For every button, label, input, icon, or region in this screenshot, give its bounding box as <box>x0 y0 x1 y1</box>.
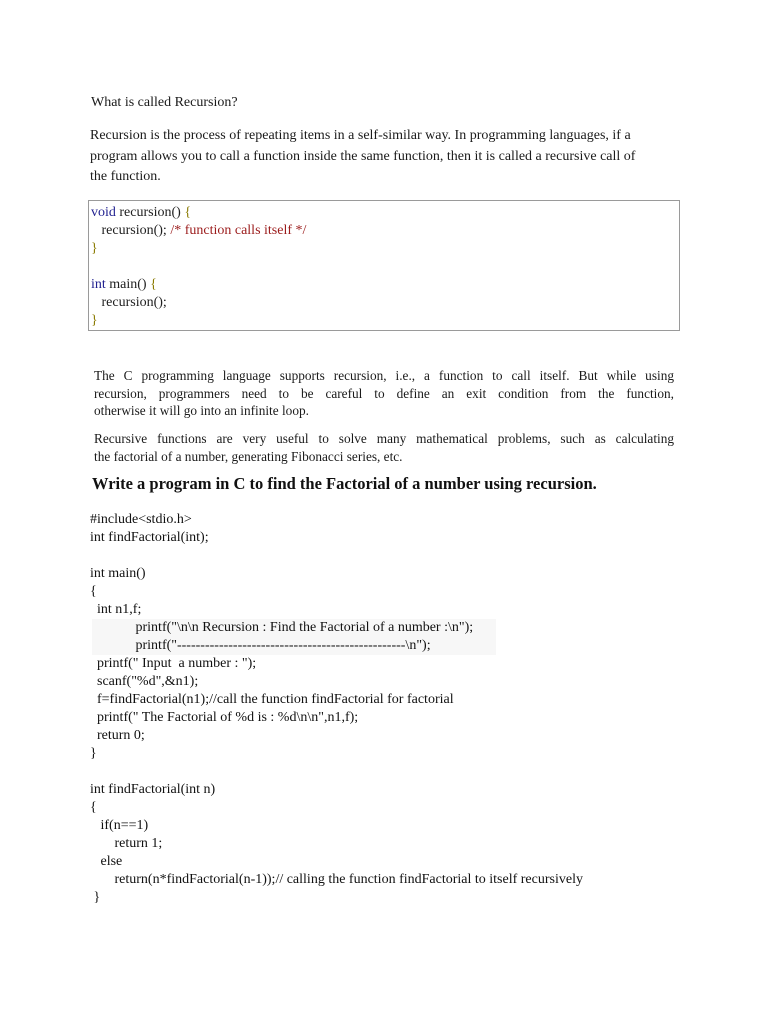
intro-line: the function. <box>90 169 161 184</box>
program-line: else <box>90 854 123 869</box>
code-line <box>91 294 167 312</box>
code-line <box>91 276 157 294</box>
recursion-support-paragraph <box>94 367 674 420</box>
code-brace: { <box>184 205 192 220</box>
question-heading: What is called Recursion? <box>91 95 238 110</box>
sample-code-box <box>88 200 680 331</box>
intro-paragraph <box>90 126 684 188</box>
paragraph-line: The C programming language supports recursion, i.e., a function to call itself. But while using <box>94 368 674 383</box>
code-brace: } <box>91 313 98 328</box>
paragraph-line: otherwise it will go into an infinite loop. <box>94 403 309 418</box>
intro-line: program allows you to call a function inside the same function, then it is called a recursive call of <box>90 148 636 164</box>
program-line: if(n==1) <box>90 818 149 833</box>
program-line: printf(" Input a number : "); <box>90 656 257 671</box>
code-line <box>91 312 98 330</box>
program-line: return 0; <box>90 728 145 743</box>
code-keyword: int <box>91 277 106 292</box>
program-line: scanf("%d",&n1); <box>90 674 199 689</box>
program-line: { <box>90 584 97 599</box>
code-brace: { <box>150 277 157 292</box>
paragraph-line: the factorial of a number, generating Fibonacci series, etc. <box>94 448 403 464</box>
code-text: recursion(); <box>91 223 171 238</box>
code-text: recursion(); <box>91 295 167 310</box>
intro-line: Recursion is the process of repeating items in a self-similar way. In programming languages, if a <box>90 128 631 143</box>
program-line: { <box>90 800 97 815</box>
program-line: } <box>90 746 97 761</box>
code-brace: } <box>91 241 98 256</box>
program-line: printf("-------------------------------------------------\n"); <box>90 638 431 653</box>
program-line: return(n*findFactorial(n-1));// calling the function findFactorial to itself recursively <box>90 872 583 887</box>
code-text: main() <box>105 277 151 292</box>
code-comment: /* function calls itself */ <box>170 223 307 238</box>
program-line: int main() <box>90 566 146 581</box>
paragraph-line: Recursive functions are very useful to solve many mathematical problems, such as calculating <box>94 431 674 446</box>
code-line <box>91 222 306 240</box>
program-line: #include<stdio.h> <box>90 512 192 527</box>
program-line: int findFactorial(int); <box>90 530 209 545</box>
program-line: printf("\n\n Recursion : Find the Factorial of a number :\n"); <box>90 620 474 635</box>
program-line: printf(" The Factorial of %d is : %d\n\n",n1,f); <box>90 710 359 725</box>
code-line <box>91 240 98 258</box>
code-keyword: void <box>91 205 116 220</box>
code-text: recursion() <box>115 205 185 220</box>
program-line: } <box>90 890 101 905</box>
code-line <box>91 204 191 222</box>
program-heading: Write a program in C to find the Factorial of a number using recursion. <box>92 474 597 493</box>
program-line: f=findFactorial(n1);//call the function findFactorial for factorial <box>90 692 454 707</box>
program-line: return 1; <box>90 836 163 851</box>
program-line: int findFactorial(int n) <box>90 782 216 797</box>
recursive-uses-paragraph <box>94 430 674 465</box>
paragraph-line: recursion, programmers need to be careful to define an exit condition from the function, <box>94 385 674 401</box>
program-line: int n1,f; <box>90 602 142 617</box>
